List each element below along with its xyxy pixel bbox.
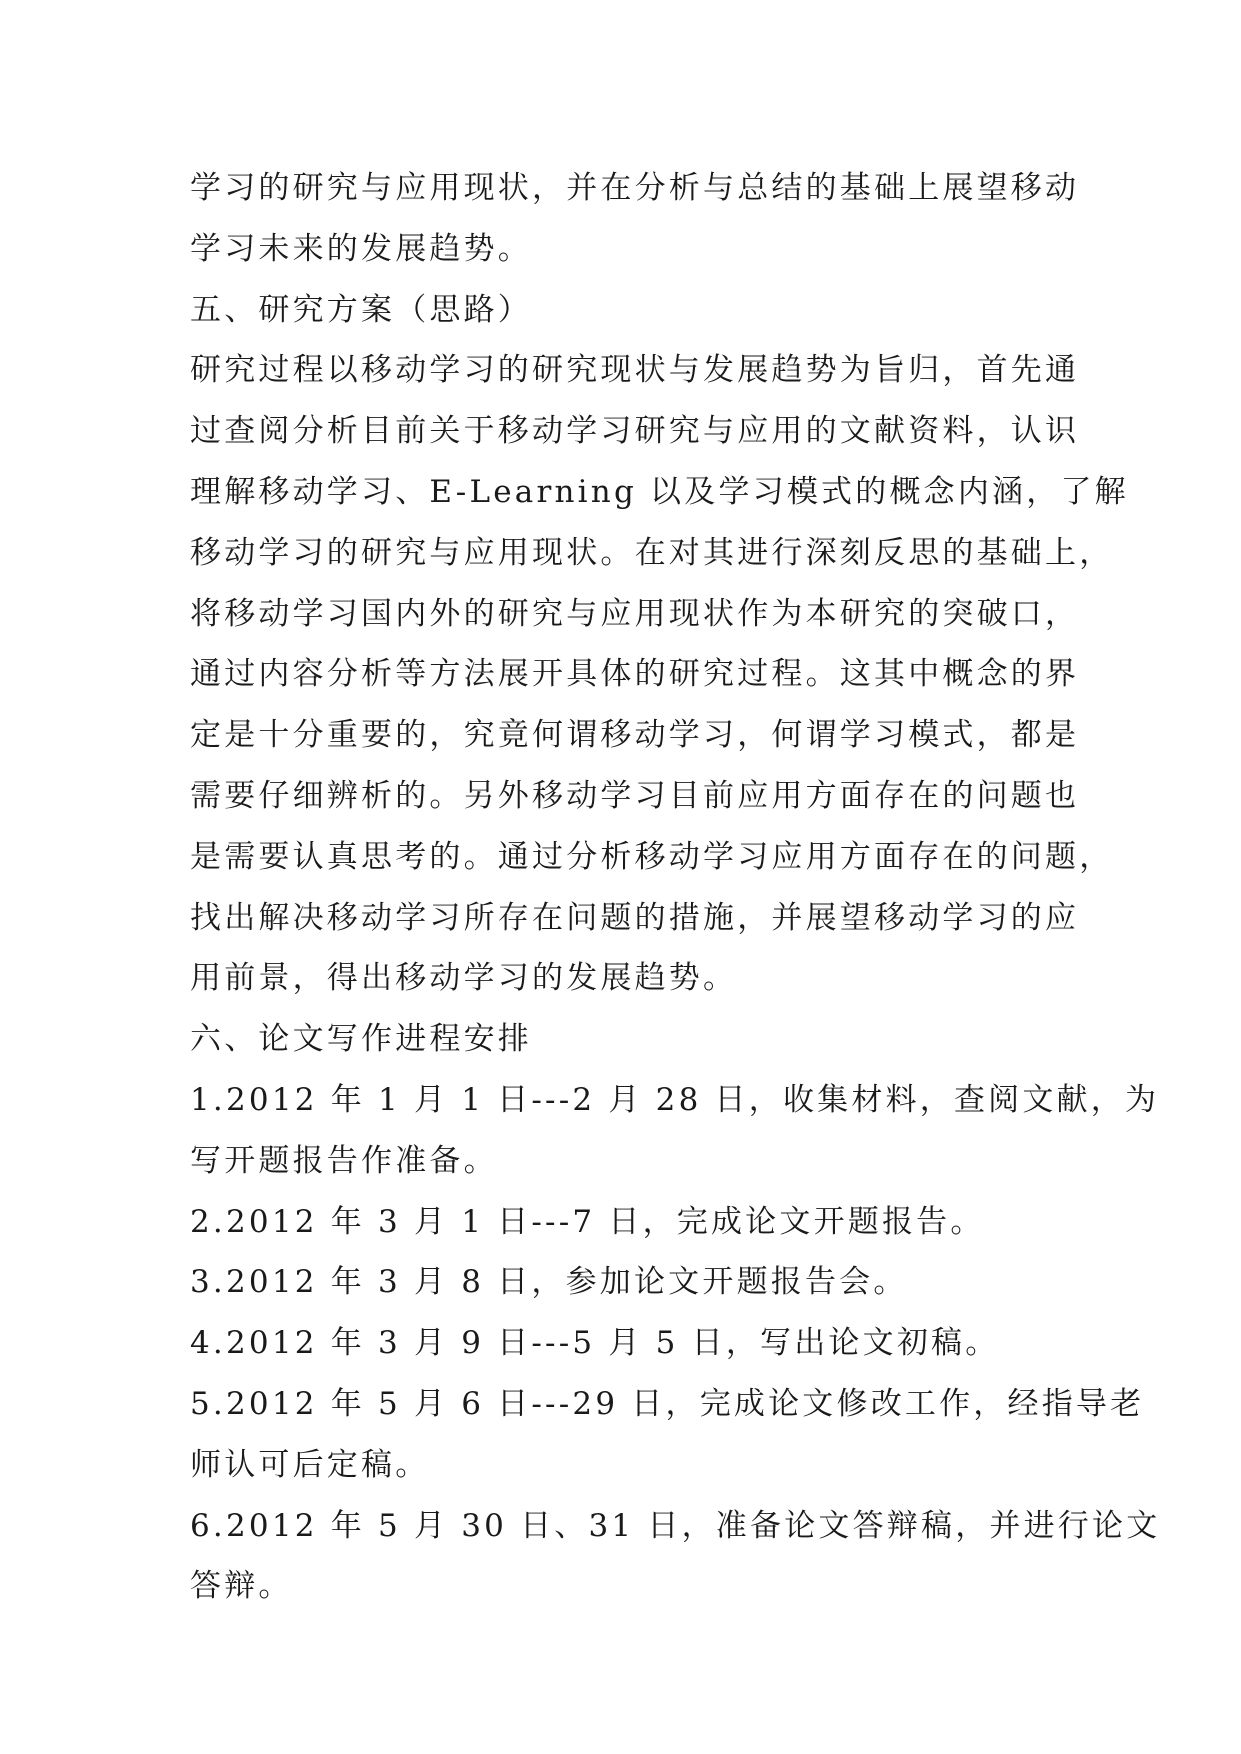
text-line: 需要仔细辨析的。另外移动学习目前应用方面存在的问题也 — [190, 777, 1080, 814]
schedule-item: 答辩。 — [190, 1568, 293, 1605]
document-body — [190, 158, 1161, 1617]
text-line: 理解移动学习、E-Learning 以及学习模式的概念内涵，了解 — [190, 473, 1129, 510]
section-heading: 六、论文写作进程安排 — [190, 1021, 532, 1058]
schedule-item: 3.2012 年 3 月 8 日，参加论文开题报告会。 — [190, 1264, 908, 1301]
schedule-item: 4.2012 年 3 月 9 日---5 月 5 日，写出论文初稿。 — [190, 1325, 1000, 1362]
text-line: 学习未来的发展趋势。 — [190, 230, 532, 267]
text-line: 是需要认真思考的。通过分析移动学习应用方面存在的问题， — [190, 838, 1114, 875]
schedule-item: 6.2012 年 5 月 30 日、31 日，准备论文答辩稿，并进行论文 — [190, 1507, 1161, 1544]
schedule-item: 1.2012 年 1 月 1 日---2 月 28 日，收集材料，查阅文献，为 — [190, 1081, 1160, 1118]
schedule-item: 师认可后定稿。 — [190, 1446, 430, 1483]
text-line: 移动学习的研究与应用现状。在对其进行深刻反思的基础上， — [190, 534, 1114, 571]
text-line: 定是十分重要的，究竟何谓移动学习，何谓学习模式，都是 — [190, 717, 1080, 754]
text-line: 研究过程以移动学习的研究现状与发展趋势为旨归，首先通 — [190, 352, 1080, 389]
text-line: 过查阅分析目前关于移动学习研究与应用的文献资料，认识 — [190, 413, 1080, 450]
schedule-item: 2.2012 年 3 月 1 日---7 日，完成论文开题报告。 — [190, 1203, 985, 1240]
text-line: 用前景，得出移动学习的发展趋势。 — [190, 960, 738, 997]
text-line: 找出解决移动学习所存在问题的措施，并展望移动学习的应 — [190, 899, 1080, 936]
text-line: 学习的研究与应用现状，并在分析与总结的基础上展望移动 — [190, 170, 1080, 206]
section-heading: 五、研究方案（思路） — [190, 291, 532, 328]
schedule-item: 写开题报告作准备。 — [190, 1142, 498, 1179]
text-line: 将移动学习国内外的研究与应用现状作为本研究的突破口， — [190, 595, 1080, 632]
schedule-item: 5.2012 年 5 月 6 日---29 日，完成论文修改工作，经指导老 — [190, 1385, 1145, 1422]
text-line: 通过内容分析等方法展开具体的研究过程。这其中概念的界 — [190, 656, 1080, 693]
